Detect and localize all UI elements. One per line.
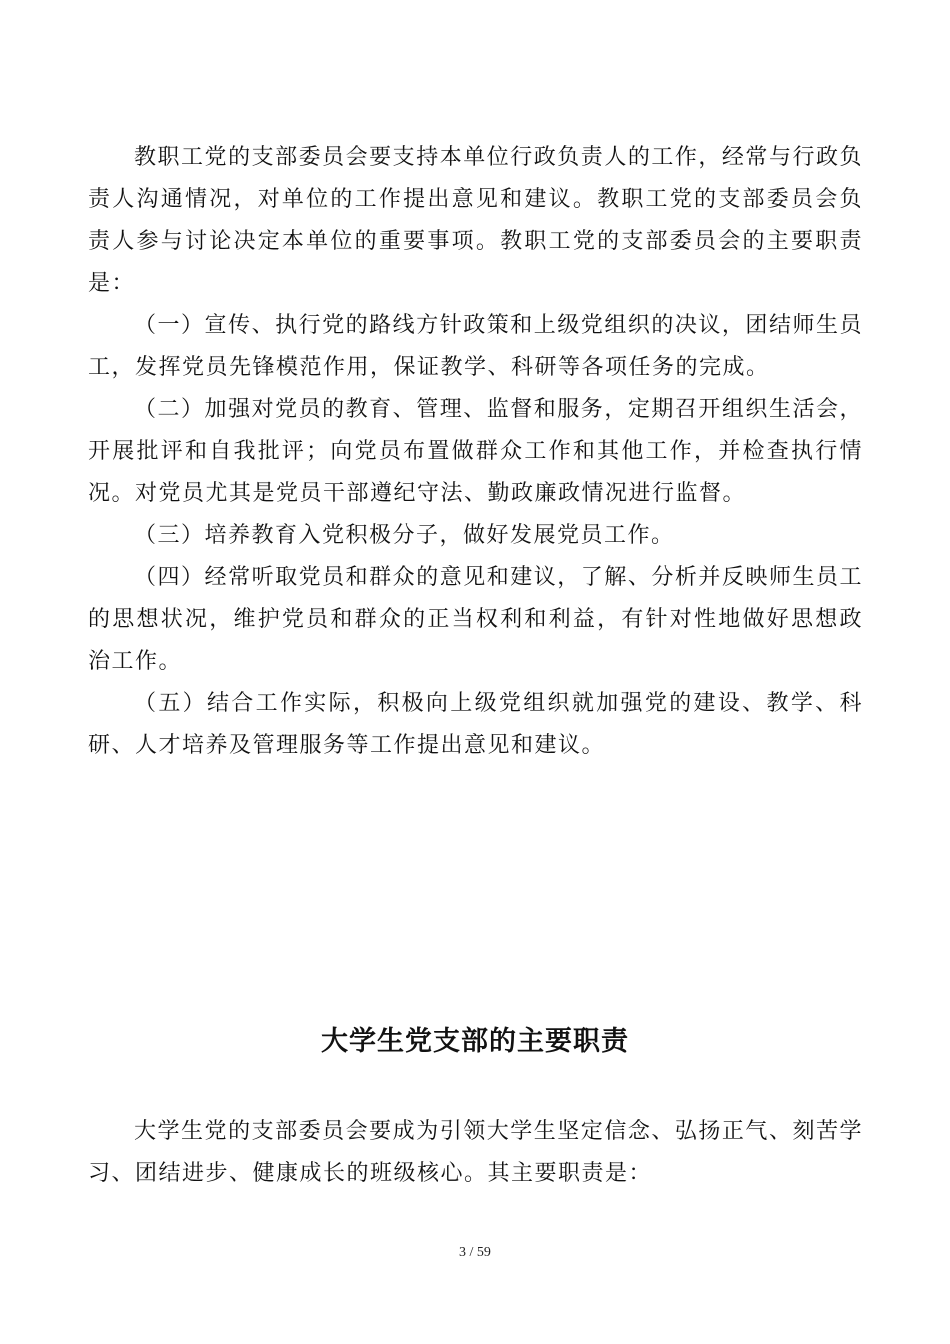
paragraph-intro: 教职工党的支部委员会要支持本单位行政负责人的工作，经常与行政负责人沟通情况，对单位的工作提出意见和建议。教职工党的支部委员会负责人参与讨论决定本单位的重要事项。教职工党的支部委员会的主要职责是： [88,145,863,296]
section-heading: 大学生党支部的主要职责 [321,1026,629,1057]
paragraph-item-2: （二）加强对党员的教育、管理、监督和服务，定期召开组织生活会，开展批评和自我批评；向党员布置做群众工作和其他工作，并检查执行情况。对党员尤其是党员干部遵纪守法、勤政廉政情况进行监督。 [88,397,863,506]
paragraph-item-1: （一）宣传、执行党的路线方针政策和上级党组织的决议，团结师生员工，发挥党员先锋模范作用，保证教学、科研等各项任务的完成。 [88,313,863,380]
student-branch-section [88,1111,863,1195]
paragraph-item-3: （三）培养教育入党积极分子，做好发展党员工作。 [134,523,675,548]
page-number: 3 / 59 [459,1245,491,1260]
teacher-branch-section [88,137,863,767]
paragraph-item-4: （四）经常听取党员和群众的意见和建议，了解、分析并反映师生员工的思想状况，维护党员和群众的正当权利和利益，有针对性地做好思想政治工作。 [88,565,863,674]
paragraph-item-5: （五）结合工作实际，积极向上级党组织就加强党的建设、教学、科研、人才培养及管理服务等工作提出意见和建议。 [88,691,863,758]
paragraph-student-intro: 大学生党的支部委员会要成为引领大学生坚定信念、弘扬正气、刻苦学习、团结进步、健康成长的班级核心。其主要职责是： [88,1119,863,1186]
